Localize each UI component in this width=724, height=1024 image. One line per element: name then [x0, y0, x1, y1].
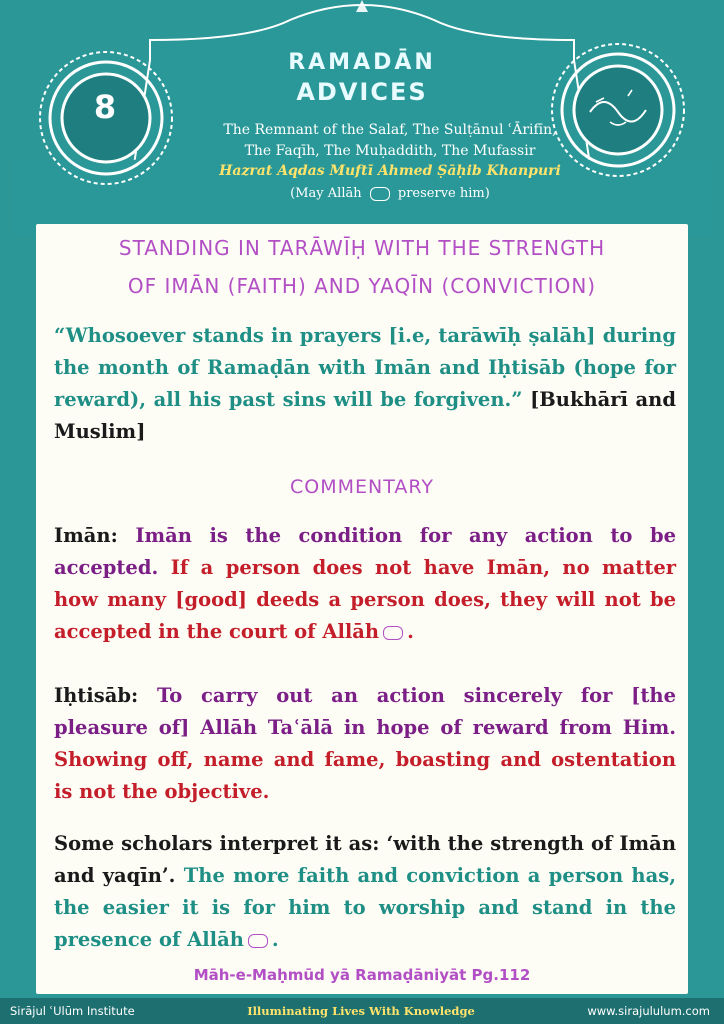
series-subtitle: ADVICES: [296, 78, 428, 106]
author-dua: [100, 186, 680, 201]
footer-tagline: Illuminating Lives With Knowledge: [247, 1004, 475, 1018]
series-title: RAMADĀN: [288, 50, 436, 75]
hadith-paragraph: [54, 320, 676, 448]
dua-pre: (May Allāh: [290, 186, 362, 201]
hadith-text: “Whosoever stands in prayers [i.e, tarāwīḥ ṣalāh] during the month of Ramaḍān with Imān and Iḥtisāb (hope for reward), all his past sins will be forgiven.”: [54, 324, 676, 411]
advice-number: 8: [93, 88, 117, 126]
author-titles-line2: The Faqīh, The Muḥaddith, The Mufassir: [244, 143, 536, 159]
ihtisab-term: Iḥtisāb:: [54, 684, 139, 707]
iman-part1: Imān is the condition for any action to be accepted.: [54, 524, 676, 579]
source-reference: Māh-e-Maḥmūd yā Ramaḍāniyāt Pg.112: [193, 966, 531, 984]
scholars-part2: The more faith and conviction a person has, the easier it is for him to worship and stand in the presence of Allāh: [54, 864, 677, 951]
author-name: Hazrat Aqdas Muftī Ahmed Ṣāḥib Khanpuri: [219, 163, 561, 179]
hadith-reference: [Bukhārī and Muslim]: [54, 388, 676, 443]
dua-post: preserve him): [397, 186, 490, 201]
iman-term: Imān:: [54, 524, 118, 547]
author-titles-line1: The Remnant of the Salaf, The Sulṭānul ʿĀrifīn,: [223, 122, 557, 138]
scholars-part1: Some scholars interpret it as: ‘with the strength of Imān and yaqīn’.: [54, 832, 676, 887]
scholars-paragraph: Some scholars interpret it as: ‘with the strength of Imān and yaqīn’. The more faith and conviction a person has, the easier it is for him to worship and stand in the presence of Allāh .: [54, 832, 677, 951]
iman-paragraph: Imān: Imān is the condition for any action to be accepted. If a person does not have Imān, no matter how many [good] deeds a person does, they will not be accepted in the court of Allāh .: [54, 524, 677, 643]
honorific-icon: [248, 934, 268, 948]
commentary-label: COMMENTARY: [290, 476, 434, 498]
footer-bar: [0, 998, 724, 1024]
heading-line2: OF IMĀN (FAITH) AND YAQĪN (CONVICTION): [127, 274, 597, 298]
ihtisab-paragraph: [54, 680, 676, 808]
honorific-icon: [383, 626, 403, 640]
footer-institute: Sirājul ʿUlūm Institute: [10, 1004, 135, 1018]
ihtisab-part2: Showing off, name and fame, boasting and ostentation is not the objective.: [54, 748, 676, 803]
heading-line1: STANDING IN TARĀWĪḤ WITH THE STRENGTH: [118, 236, 606, 260]
ihtisab-part1: To carry out an action sincerely for [the pleasure of] Allāh Taʿālā in hope of reward from Him.: [54, 684, 677, 739]
honorific-icon: [370, 187, 390, 201]
footer-website-link[interactable]: www.sirajululum.com: [587, 1004, 710, 1018]
iman-part2: If a person does not have Imān, no matter how many [good] deeds a person does, they will not be accepted in the court of Allāh: [54, 556, 677, 643]
